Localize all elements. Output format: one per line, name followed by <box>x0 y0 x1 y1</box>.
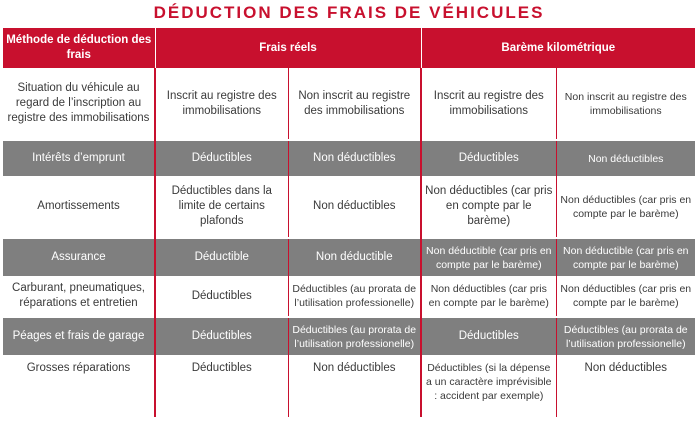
table-header-row <box>3 28 695 68</box>
row-label: Situation du véhicule au regard de l’inscription au registre des immobilisations <box>3 68 155 140</box>
vehicle-expense-table <box>3 28 695 417</box>
row-label: Carburant, pneumatiques, réparations et entretien <box>3 276 155 317</box>
table-row <box>3 68 695 140</box>
table-cell: Non déductibles <box>288 355 421 417</box>
table-cell: Non déductibles <box>584 362 668 374</box>
table-cell: Non déductible (car pris en compte par le barème) <box>421 238 556 276</box>
table-cell: Déductibles (au prorata de l’utilisation professionelle) <box>556 317 695 355</box>
table-cell: Non inscrit au registre des immobilisations <box>564 90 687 117</box>
table-cell: Déductibles <box>155 276 288 317</box>
table-cell: Non déductibles (car pris en compte par le barème) <box>560 283 692 309</box>
table-cell: Non déductibles <box>288 140 421 176</box>
row-label: Assurance <box>3 238 155 276</box>
table-cell: Déductibles <box>421 317 556 355</box>
table-cell: Non déductibles (car pris en compte par le barème) <box>421 176 556 238</box>
table-cell: Déductibles (si la dépense a un caractère imprévisible : accident par exemple) <box>421 355 556 417</box>
table-cell: Inscrit au registre des immobilisations <box>155 68 288 140</box>
table-row <box>3 355 695 417</box>
header-frais-reels: Frais réels <box>155 28 421 68</box>
table-cell: Déductibles (au prorata de l’utilisation professionelle) <box>288 276 421 317</box>
table-row <box>3 140 695 176</box>
table-cell: Déductibles (au prorata de l’utilisation professionelle) <box>288 317 421 355</box>
row-label: Intérêts d’emprunt <box>3 140 155 176</box>
row-label: Péages et frais de garage <box>3 317 155 355</box>
table-row <box>3 238 695 276</box>
table-cell: Inscrit au registre des immobilisations <box>421 68 556 140</box>
table-cell: Déductibles <box>155 355 288 417</box>
table-row <box>3 276 695 317</box>
row-label: Amortissements <box>3 176 155 238</box>
table-row <box>3 176 695 238</box>
table-cell: Non déductible (car pris en compte par le barème) <box>556 238 695 276</box>
table-cell: Déductibles <box>155 317 288 355</box>
table-cell: Déductibles <box>421 140 556 176</box>
header-bareme-kilometrique: Barème kilométrique <box>421 28 695 68</box>
table-cell: Non inscrit au registre des immobilisations <box>288 68 421 140</box>
table-cell: Non déductibles (car pris en compte par le barème) <box>560 193 692 220</box>
table-cell: Non déductibles (car pris en compte par le barème) <box>421 276 556 317</box>
table-cell: Déductibles <box>155 140 288 176</box>
table-cell: Déductible <box>155 238 288 276</box>
table-row <box>3 317 695 355</box>
page-title: DÉDUCTION DES FRAIS DE VÉHICULES <box>153 3 545 22</box>
table-cell: Non déductible <box>288 238 421 276</box>
table-cell: Non déductibles <box>556 140 695 176</box>
header-method: Méthode de déduction des frais <box>3 28 155 68</box>
table-cell: Déductibles dans la limite de certains plafonds <box>155 176 288 238</box>
row-label: Grosses réparations <box>3 355 155 417</box>
table-cell: Non déductibles <box>288 176 421 238</box>
